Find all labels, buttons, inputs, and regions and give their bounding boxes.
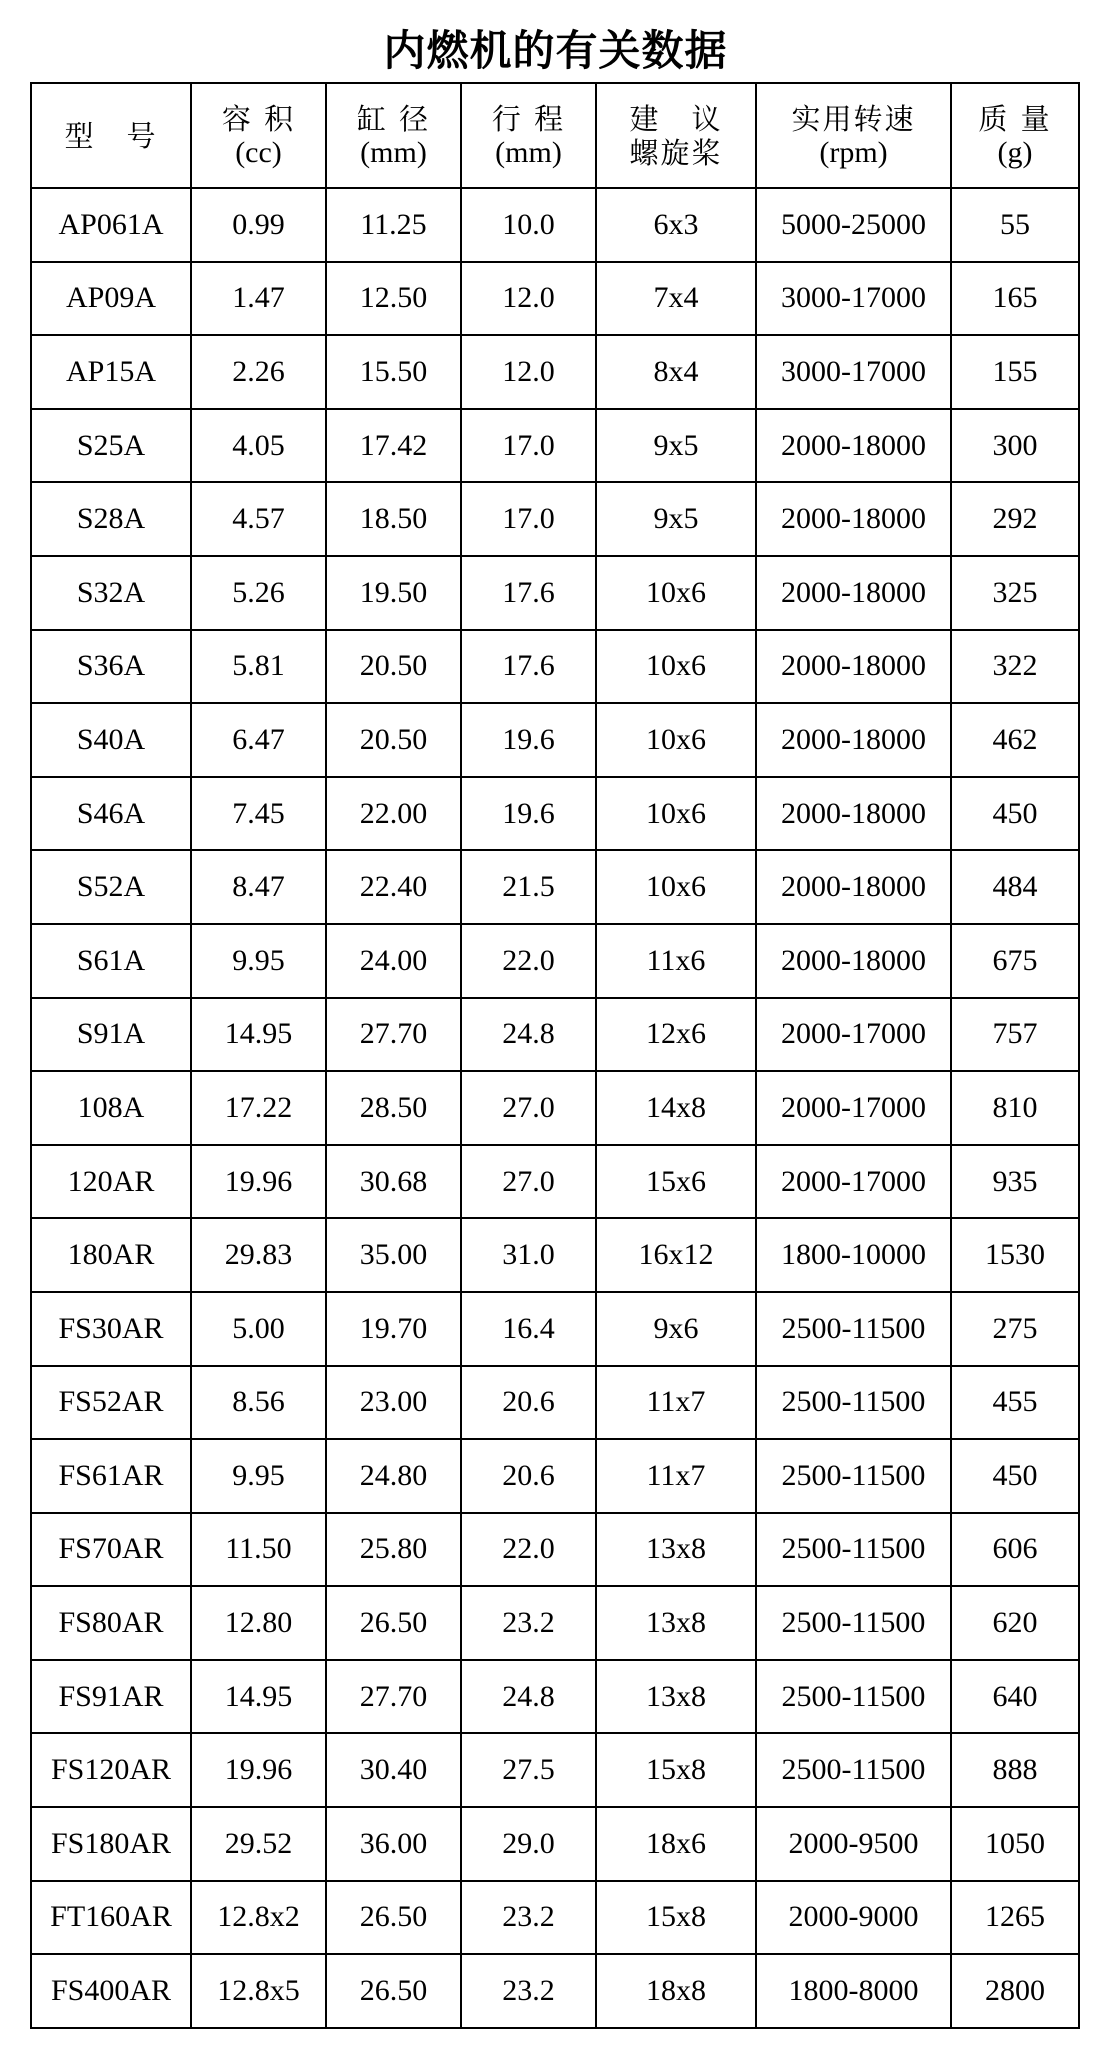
column-header-label: 质 量 <box>978 101 1052 136</box>
cell-stroke: 27.0 <box>461 1071 596 1145</box>
cell-bore: 22.40 <box>326 850 461 924</box>
table-row <box>31 262 1079 336</box>
cell-mass: 55 <box>951 188 1079 262</box>
cell-stroke: 17.0 <box>461 482 596 556</box>
cell-displacement: 7.45 <box>191 777 326 851</box>
cell-propeller: 15x8 <box>596 1881 756 1955</box>
cell-stroke: 10.0 <box>461 188 596 262</box>
cell-stroke: 19.6 <box>461 777 596 851</box>
column-header-label: 行 程 <box>491 101 566 136</box>
cell-bore: 19.70 <box>326 1292 461 1366</box>
cell-displacement: 1.47 <box>191 262 326 336</box>
cell-propeller: 10x6 <box>596 850 756 924</box>
cell-model: S28A <box>31 482 191 556</box>
table-row <box>31 1145 1079 1219</box>
cell-displacement: 12.80 <box>191 1586 326 1660</box>
column-header-label: 建 议 <box>629 101 723 136</box>
cell-displacement: 0.99 <box>191 188 326 262</box>
cell-bore: 15.50 <box>326 335 461 409</box>
column-header-label: 容 积 <box>221 101 296 136</box>
cell-bore: 27.70 <box>326 998 461 1072</box>
table-row <box>31 188 1079 262</box>
table-row <box>31 482 1079 556</box>
cell-rpm: 2000-18000 <box>756 703 951 777</box>
cell-propeller: 11x6 <box>596 924 756 998</box>
cell-rpm: 2500-11500 <box>756 1586 951 1660</box>
cell-mass: 322 <box>951 630 1079 704</box>
cell-rpm: 1800-8000 <box>756 1954 951 2028</box>
column-header-rpm <box>756 83 951 188</box>
cell-rpm: 2000-18000 <box>756 850 951 924</box>
cell-propeller: 10x6 <box>596 703 756 777</box>
cell-bore: 22.00 <box>326 777 461 851</box>
table-row <box>31 1881 1079 1955</box>
cell-model: S36A <box>31 630 191 704</box>
cell-displacement: 19.96 <box>191 1145 326 1219</box>
cell-rpm: 2000-9500 <box>756 1807 951 1881</box>
cell-mass: 450 <box>951 1439 1079 1513</box>
column-header-displacement <box>191 83 326 188</box>
cell-rpm: 2500-11500 <box>756 1660 951 1734</box>
cell-rpm: 2500-11500 <box>756 1513 951 1587</box>
cell-propeller: 11x7 <box>596 1439 756 1513</box>
cell-displacement: 29.52 <box>191 1807 326 1881</box>
cell-model: 180AR <box>31 1218 191 1292</box>
cell-bore: 28.50 <box>326 1071 461 1145</box>
column-header-stroke <box>461 83 596 188</box>
cell-model: FS30AR <box>31 1292 191 1366</box>
table-row <box>31 1366 1079 1440</box>
cell-propeller: 11x7 <box>596 1366 756 1440</box>
cell-displacement: 12.8x2 <box>191 1881 326 1955</box>
cell-displacement: 19.96 <box>191 1733 326 1807</box>
cell-rpm: 3000-17000 <box>756 335 951 409</box>
cell-mass: 325 <box>951 556 1079 630</box>
cell-propeller: 6x3 <box>596 188 756 262</box>
column-header-label: 实用转速 <box>791 101 916 136</box>
table-row <box>31 703 1079 777</box>
cell-rpm: 2500-11500 <box>756 1292 951 1366</box>
table-row <box>31 850 1079 924</box>
cell-rpm: 2000-18000 <box>756 924 951 998</box>
cell-model: AP061A <box>31 188 191 262</box>
cell-displacement: 5.81 <box>191 630 326 704</box>
column-header-unit: (cc) <box>235 135 282 169</box>
engine-data-table <box>30 82 1080 2029</box>
cell-model: FS61AR <box>31 1439 191 1513</box>
cell-bore: 20.50 <box>326 703 461 777</box>
cell-propeller: 13x8 <box>596 1513 756 1587</box>
cell-mass: 300 <box>951 409 1079 483</box>
cell-model: S46A <box>31 777 191 851</box>
cell-bore: 27.70 <box>326 1660 461 1734</box>
cell-stroke: 27.5 <box>461 1733 596 1807</box>
table-row <box>31 335 1079 409</box>
cell-propeller: 16x12 <box>596 1218 756 1292</box>
cell-bore: 24.80 <box>326 1439 461 1513</box>
table-row <box>31 556 1079 630</box>
cell-displacement: 29.83 <box>191 1218 326 1292</box>
cell-bore: 24.00 <box>326 924 461 998</box>
column-header-propeller <box>596 83 756 188</box>
cell-stroke: 17.0 <box>461 409 596 483</box>
table-row <box>31 1439 1079 1513</box>
cell-stroke: 17.6 <box>461 556 596 630</box>
cell-rpm: 2000-18000 <box>756 409 951 483</box>
cell-propeller: 10x6 <box>596 556 756 630</box>
cell-bore: 30.40 <box>326 1733 461 1807</box>
cell-displacement: 4.05 <box>191 409 326 483</box>
cell-model: AP09A <box>31 262 191 336</box>
cell-model: FS70AR <box>31 1513 191 1587</box>
cell-model: FS52AR <box>31 1366 191 1440</box>
cell-bore: 26.50 <box>326 1954 461 2028</box>
cell-stroke: 22.0 <box>461 924 596 998</box>
cell-model: FS180AR <box>31 1807 191 1881</box>
cell-propeller: 13x8 <box>596 1586 756 1660</box>
column-header-label: 缸 径 <box>356 101 431 136</box>
table-row <box>31 1586 1079 1660</box>
cell-rpm: 2000-9000 <box>756 1881 951 1955</box>
cell-mass: 484 <box>951 850 1079 924</box>
cell-mass: 640 <box>951 1660 1079 1734</box>
cell-propeller: 18x8 <box>596 1954 756 2028</box>
cell-displacement: 5.00 <box>191 1292 326 1366</box>
cell-stroke: 12.0 <box>461 262 596 336</box>
cell-rpm: 2000-18000 <box>756 482 951 556</box>
cell-stroke: 27.0 <box>461 1145 596 1219</box>
cell-propeller: 9x6 <box>596 1292 756 1366</box>
column-header-unit: (mm) <box>495 135 562 169</box>
cell-mass: 935 <box>951 1145 1079 1219</box>
cell-bore: 20.50 <box>326 630 461 704</box>
cell-bore: 17.42 <box>326 409 461 483</box>
cell-rpm: 5000-25000 <box>756 188 951 262</box>
cell-displacement: 12.8x5 <box>191 1954 326 2028</box>
table-row <box>31 1292 1079 1366</box>
table-row <box>31 924 1079 998</box>
cell-mass: 606 <box>951 1513 1079 1587</box>
cell-stroke: 24.8 <box>461 998 596 1072</box>
cell-stroke: 16.4 <box>461 1292 596 1366</box>
cell-model: S91A <box>31 998 191 1072</box>
cell-rpm: 2500-11500 <box>756 1439 951 1513</box>
cell-stroke: 24.8 <box>461 1660 596 1734</box>
column-header-label: 螺旋桨 <box>629 135 723 170</box>
cell-model: FS80AR <box>31 1586 191 1660</box>
cell-stroke: 22.0 <box>461 1513 596 1587</box>
column-header-unit: (mm) <box>360 135 427 169</box>
cell-model: 120AR <box>31 1145 191 1219</box>
cell-displacement: 6.47 <box>191 703 326 777</box>
cell-propeller: 10x6 <box>596 630 756 704</box>
cell-model: S32A <box>31 556 191 630</box>
table-row <box>31 998 1079 1072</box>
cell-displacement: 5.26 <box>191 556 326 630</box>
cell-stroke: 20.6 <box>461 1439 596 1513</box>
column-header-mass <box>951 83 1079 188</box>
cell-displacement: 8.47 <box>191 850 326 924</box>
table-row <box>31 1733 1079 1807</box>
table-row <box>31 409 1079 483</box>
cell-mass: 450 <box>951 777 1079 851</box>
cell-model: S25A <box>31 409 191 483</box>
cell-bore: 30.68 <box>326 1145 461 1219</box>
cell-mass: 462 <box>951 703 1079 777</box>
cell-model: 108A <box>31 1071 191 1145</box>
cell-displacement: 9.95 <box>191 924 326 998</box>
cell-mass: 275 <box>951 1292 1079 1366</box>
cell-mass: 1530 <box>951 1218 1079 1292</box>
table-row <box>31 777 1079 851</box>
cell-rpm: 2000-18000 <box>756 556 951 630</box>
cell-rpm: 2500-11500 <box>756 1733 951 1807</box>
cell-propeller: 7x4 <box>596 262 756 336</box>
cell-propeller: 9x5 <box>596 482 756 556</box>
cell-displacement: 17.22 <box>191 1071 326 1145</box>
cell-rpm: 1800-10000 <box>756 1218 951 1292</box>
cell-displacement: 14.95 <box>191 998 326 1072</box>
cell-bore: 19.50 <box>326 556 461 630</box>
cell-model: S40A <box>31 703 191 777</box>
cell-model: S52A <box>31 850 191 924</box>
cell-propeller: 8x4 <box>596 335 756 409</box>
cell-propeller: 13x8 <box>596 1660 756 1734</box>
table-row <box>31 1218 1079 1292</box>
cell-propeller: 10x6 <box>596 777 756 851</box>
table-header-row <box>31 83 1079 188</box>
cell-propeller: 18x6 <box>596 1807 756 1881</box>
cell-propeller: 9x5 <box>596 409 756 483</box>
cell-displacement: 14.95 <box>191 1660 326 1734</box>
cell-rpm: 2000-17000 <box>756 1071 951 1145</box>
column-header-unit: (rpm) <box>819 135 888 169</box>
cell-stroke: 21.5 <box>461 850 596 924</box>
cell-stroke: 19.6 <box>461 703 596 777</box>
column-header-bore <box>326 83 461 188</box>
cell-bore: 26.50 <box>326 1881 461 1955</box>
cell-mass: 620 <box>951 1586 1079 1660</box>
table-body <box>31 188 1079 2028</box>
cell-stroke: 29.0 <box>461 1807 596 1881</box>
cell-model: FS120AR <box>31 1733 191 1807</box>
cell-mass: 2800 <box>951 1954 1079 2028</box>
cell-mass: 455 <box>951 1366 1079 1440</box>
cell-stroke: 23.2 <box>461 1586 596 1660</box>
table-row <box>31 1807 1079 1881</box>
cell-bore: 18.50 <box>326 482 461 556</box>
cell-mass: 165 <box>951 262 1079 336</box>
cell-displacement: 8.56 <box>191 1366 326 1440</box>
cell-stroke: 31.0 <box>461 1218 596 1292</box>
page-title: 内燃机的有关数据 <box>383 26 728 75</box>
column-header-label: 型 号 <box>64 118 158 153</box>
cell-rpm: 2500-11500 <box>756 1366 951 1440</box>
cell-model: FS400AR <box>31 1954 191 2028</box>
cell-displacement: 4.57 <box>191 482 326 556</box>
cell-rpm: 2000-18000 <box>756 630 951 704</box>
cell-mass: 888 <box>951 1733 1079 1807</box>
cell-model: FS91AR <box>31 1660 191 1734</box>
table-row <box>31 630 1079 704</box>
cell-model: S61A <box>31 924 191 998</box>
cell-mass: 1050 <box>951 1807 1079 1881</box>
cell-bore: 25.80 <box>326 1513 461 1587</box>
cell-model: AP15A <box>31 335 191 409</box>
cell-displacement: 9.95 <box>191 1439 326 1513</box>
cell-mass: 757 <box>951 998 1079 1072</box>
cell-propeller: 15x6 <box>596 1145 756 1219</box>
cell-stroke: 23.2 <box>461 1954 596 2028</box>
table-row <box>31 1954 1079 2028</box>
column-header-unit: (g) <box>997 135 1033 169</box>
cell-mass: 675 <box>951 924 1079 998</box>
cell-bore: 26.50 <box>326 1586 461 1660</box>
cell-propeller: 12x6 <box>596 998 756 1072</box>
cell-mass: 810 <box>951 1071 1079 1145</box>
cell-stroke: 12.0 <box>461 335 596 409</box>
cell-model: FT160AR <box>31 1881 191 1955</box>
column-header-model <box>31 83 191 188</box>
cell-rpm: 2000-18000 <box>756 777 951 851</box>
cell-mass: 292 <box>951 482 1079 556</box>
cell-stroke: 20.6 <box>461 1366 596 1440</box>
cell-rpm: 2000-17000 <box>756 998 951 1072</box>
cell-bore: 36.00 <box>326 1807 461 1881</box>
cell-bore: 35.00 <box>326 1218 461 1292</box>
cell-bore: 23.00 <box>326 1366 461 1440</box>
cell-bore: 11.25 <box>326 188 461 262</box>
cell-rpm: 2000-17000 <box>756 1145 951 1219</box>
table-row <box>31 1513 1079 1587</box>
cell-propeller: 15x8 <box>596 1733 756 1807</box>
cell-stroke: 17.6 <box>461 630 596 704</box>
cell-mass: 1265 <box>951 1881 1079 1955</box>
table-row <box>31 1660 1079 1734</box>
table-row <box>31 1071 1079 1145</box>
cell-propeller: 14x8 <box>596 1071 756 1145</box>
cell-rpm: 3000-17000 <box>756 262 951 336</box>
cell-bore: 12.50 <box>326 262 461 336</box>
cell-displacement: 11.50 <box>191 1513 326 1587</box>
cell-stroke: 23.2 <box>461 1881 596 1955</box>
cell-mass: 155 <box>951 335 1079 409</box>
cell-displacement: 2.26 <box>191 335 326 409</box>
